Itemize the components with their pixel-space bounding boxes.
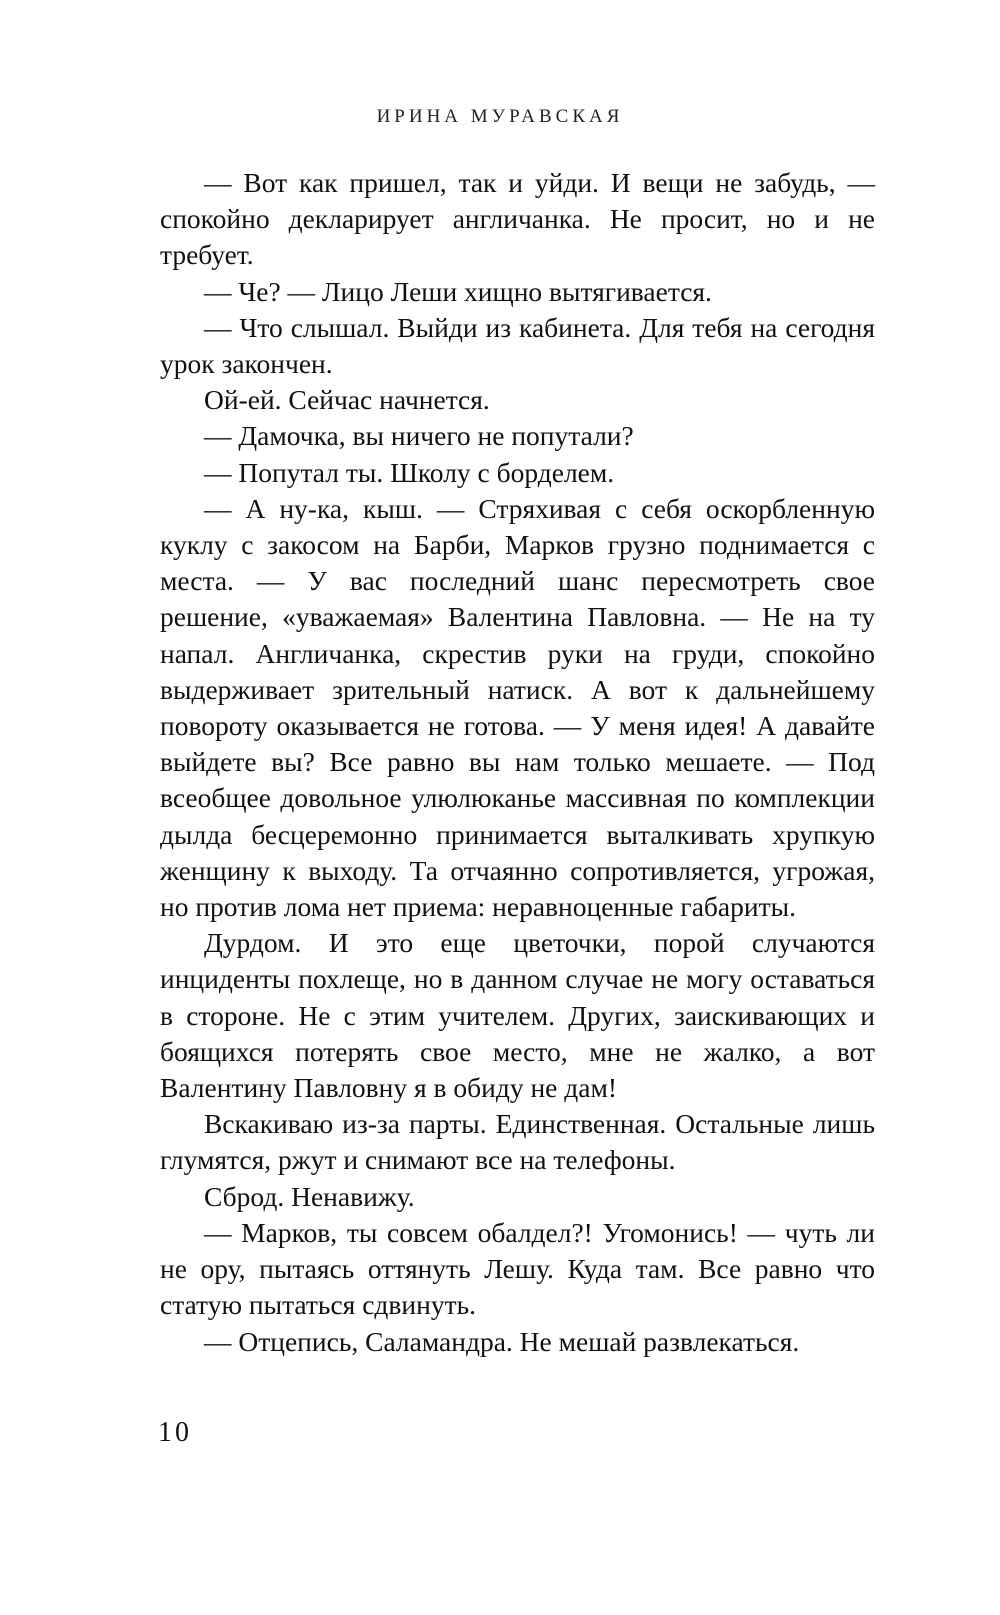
paragraph: Дурдом. И это еще цветочки, порой случаются инциденты похлеще, но в данном случае не могу оставаться в стороне. Не с этим учителем. Других, заискивающих и боящихся потерять свое место, мне не жалко, а вот Валентину Павловну я в обиду не дам! [160, 927, 875, 1104]
running-head-author: ИРИНА МУРАВСКАЯ [376, 106, 624, 127]
paragraph: — Вот как пришел, так и уйди. И вещи не забудь, — спокойно декларирует англичанка. Не просит, но и не требует. [160, 167, 875, 271]
paragraph: — Попутал ты. Школу с борделем. [204, 456, 615, 488]
paragraph: Вскакиваю из-за парты. Единственная. Остальные лишь глумятся, ржут и снимают все на телефоны. [160, 1108, 875, 1176]
paragraph: Сброд. Ненавижу. [204, 1180, 415, 1212]
paragraph: — Что слышал. Выйди из кабинета. Для тебя на сегодня урок закончен. [160, 311, 875, 380]
paragraph: Ой-ей. Сейчас начнется. [204, 384, 490, 416]
body-text [160, 165, 875, 1360]
paragraph: — Марков, ты совсем обалдел?! Угомонись! — чуть ли не ору, пытаясь оттянуть Лешу. Куда там. Все равно что статую пытаться сдвинуть. [160, 1216, 875, 1321]
paragraph: — Отцепись, Саламандра. Не мешай развлекаться. [204, 1325, 800, 1357]
paragraph: — А ну-ка, кыш. — Стряхивая с себя оскорбленную куклу с закосом на Барби, Марков грузно поднимается с места. — У вас последний шанс пересмотреть свое решение, «уважаемая» Валентина Павловна. — Не на ту напал. Англичанка, скрестив руки на груди, спокойно выдерживает зрительный натиск. А вот к дальнейшему повороту оказывается не готова. — У меня идея! А давайте выйдете вы? Все равно вы нам только мешаете. — Под всеобщее довольное улюлюканье массивная по комплекции дылда бесцеремонно принимается выталкивать хрупкую женщину к выходу. Та отчаянно сопротивляется, угрожая, но против лома нет приема: неравноценные габариты. [160, 492, 875, 923]
paragraph: — Дамочка, вы ничего не попутали? [204, 420, 634, 452]
page-number: 10 [158, 1417, 192, 1448]
paragraph: — Че? — Лицо Леши хищно вытягивается. [204, 275, 712, 307]
